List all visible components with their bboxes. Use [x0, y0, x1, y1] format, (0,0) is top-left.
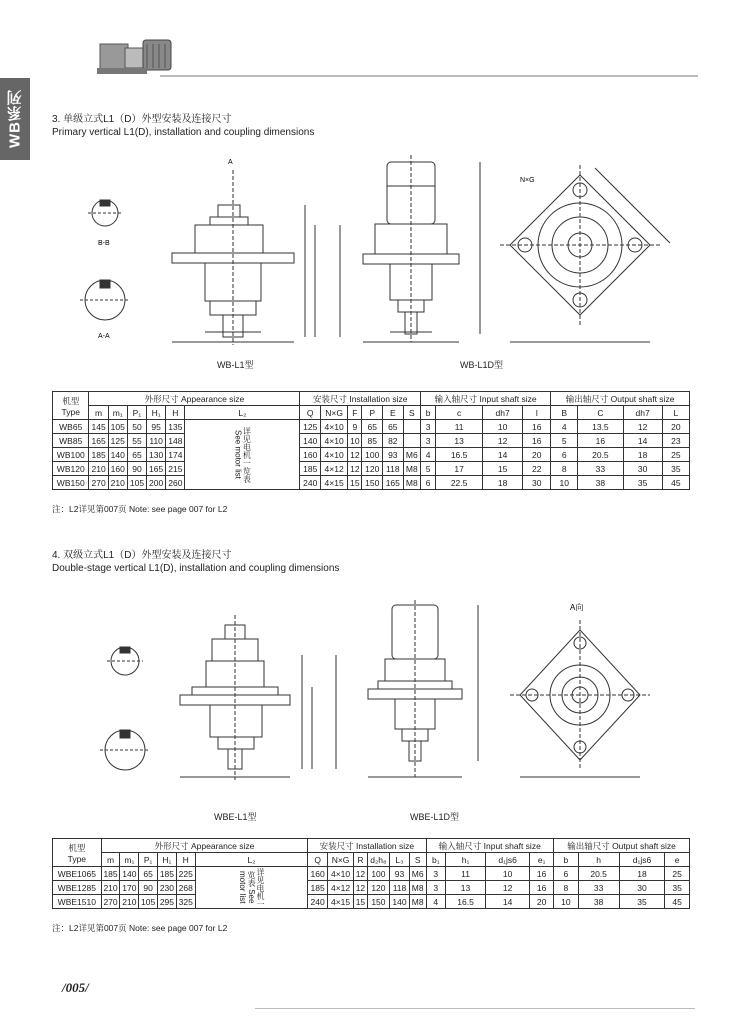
value-cell: 165 [147, 462, 166, 476]
appearance-header: 外形尺寸 Appearance size [101, 839, 308, 853]
install-header: 安装尺寸 Installation size [300, 392, 421, 406]
col-header: B [551, 406, 578, 420]
col-header: S [403, 406, 420, 420]
value-cell: 270 [89, 476, 108, 490]
value-cell: 8 [551, 462, 578, 476]
col-header: H [176, 853, 195, 867]
value-cell: 90 [127, 462, 146, 476]
value-cell: 5 [551, 434, 578, 448]
type-header [53, 839, 102, 867]
footer-rule [255, 1008, 695, 1009]
col-header: H₁ [147, 406, 166, 420]
table-row [53, 448, 690, 462]
section3-caption-right: WB-L1D型 [460, 360, 504, 370]
col-header: c [436, 406, 483, 420]
value-cell: 215 [166, 462, 185, 476]
value-cell: 165 [89, 434, 108, 448]
col-header: S [409, 853, 426, 867]
section4-title-cn: 4. 双级立式L1（D）外型安装及连接尺寸 [52, 550, 232, 561]
value-cell: 33 [578, 881, 619, 895]
value-cell: M8 [403, 462, 420, 476]
value-cell: 3 [426, 881, 446, 895]
table-row [53, 462, 690, 476]
value-cell: M8 [403, 476, 420, 490]
value-cell: 65 [362, 420, 383, 434]
value-cell: 45 [665, 895, 690, 909]
value-cell: 16 [530, 867, 554, 881]
value-cell: 3 [426, 867, 446, 881]
col-header: m [89, 406, 108, 420]
value-cell: 16 [523, 420, 551, 434]
value-cell: 20 [662, 420, 689, 434]
value-cell: 15 [348, 476, 362, 490]
value-cell: 20.5 [578, 867, 619, 881]
value-cell: 270 [101, 895, 120, 909]
col-header: Q [308, 853, 328, 867]
value-cell: 4×10 [320, 448, 347, 462]
value-cell: 16.5 [446, 895, 486, 909]
value-cell: 18 [623, 448, 662, 462]
model-cell: WB85 [53, 434, 89, 448]
value-cell: 13 [436, 434, 483, 448]
section4-caption-right: WBE-L1D型 [410, 812, 460, 822]
col-header: L₂ [185, 406, 300, 420]
value-cell: 45 [662, 476, 689, 490]
value-cell: 90 [139, 881, 158, 895]
value-cell: 110 [147, 434, 166, 448]
col-header: m [101, 853, 120, 867]
value-cell: 4×12 [327, 881, 353, 895]
model-cell: WB65 [53, 420, 89, 434]
value-cell: 14 [482, 448, 522, 462]
value-cell: 210 [120, 895, 139, 909]
value-cell: 140 [108, 448, 127, 462]
value-cell: 12 [623, 420, 662, 434]
value-cell: 240 [300, 476, 321, 490]
section3-note: 注：L2详见第007页 Note: see page 007 for L2 [52, 504, 228, 514]
value-cell: 185 [89, 448, 108, 462]
appearance-header: 外形尺寸 Appearance size [89, 392, 300, 406]
table-row [53, 420, 690, 434]
value-cell: 18 [482, 476, 522, 490]
a-view-label: A向 [570, 603, 584, 612]
section3-caption-left: WB-L1型 [217, 360, 254, 370]
value-cell: 10 [485, 867, 529, 881]
value-cell: 10 [348, 434, 362, 448]
input-shaft-header: 输入轴尺寸 Input shaft size [426, 839, 554, 853]
value-cell: 12 [348, 448, 362, 462]
value-cell: 33 [578, 462, 623, 476]
table-row [53, 476, 690, 490]
value-cell: 295 [158, 895, 177, 909]
output-shaft-header: 输出轴尺寸 Output shaft size [551, 392, 690, 406]
col-header: h [578, 853, 619, 867]
value-cell: 16 [523, 434, 551, 448]
header-rule [160, 75, 698, 77]
value-cell: 6 [421, 476, 436, 490]
value-cell: 5 [421, 462, 436, 476]
value-cell: 4 [426, 895, 446, 909]
section4-drawing [80, 595, 710, 810]
col-header: H₁ [158, 853, 177, 867]
value-cell: 150 [362, 476, 383, 490]
value-cell: 35 [662, 462, 689, 476]
bb-label: B-B [98, 240, 110, 247]
value-cell: 105 [127, 476, 146, 490]
value-cell: 4×10 [327, 867, 353, 881]
aa-label: A-A [98, 333, 110, 340]
value-cell: M6 [403, 448, 420, 462]
value-cell [403, 434, 420, 448]
value-cell: 65 [383, 420, 404, 434]
value-cell: 185 [101, 867, 120, 881]
value-cell: 93 [383, 448, 404, 462]
col-header: e [665, 853, 690, 867]
value-cell: 185 [308, 881, 328, 895]
value-cell: 15 [354, 895, 368, 909]
value-cell: 6 [554, 867, 579, 881]
page-number: /005/ [62, 980, 89, 995]
col-header: d₁js6 [619, 853, 665, 867]
value-cell: 35 [623, 476, 662, 490]
col-header: P₁ [127, 406, 146, 420]
value-cell: 4×10 [320, 434, 347, 448]
col-header: b [554, 853, 579, 867]
value-cell: 160 [308, 867, 328, 881]
col-header: R [354, 853, 368, 867]
series-tab: WB系列 [0, 78, 30, 160]
l2-see-motor-list: 详见电机一览表 See motor list [185, 420, 300, 490]
col-header: C [578, 406, 623, 420]
value-cell: 260 [166, 476, 185, 490]
value-cell: 6 [551, 448, 578, 462]
value-cell: 16 [530, 881, 554, 895]
value-cell: 4×12 [320, 462, 347, 476]
col-header: L₃ [390, 853, 410, 867]
type-header-en: Type [67, 853, 87, 864]
table-row [53, 881, 690, 895]
value-cell: 125 [108, 434, 127, 448]
value-cell: 38 [578, 476, 623, 490]
value-cell: 18 [619, 867, 665, 881]
value-cell: 10 [554, 895, 579, 909]
section4-spec-table [52, 838, 690, 909]
section3-spec-table [52, 391, 690, 490]
value-cell: 10 [551, 476, 578, 490]
value-cell: 148 [166, 434, 185, 448]
value-cell [403, 420, 420, 434]
value-cell: 118 [383, 462, 404, 476]
value-cell: 55 [127, 434, 146, 448]
col-header: m₁ [108, 406, 127, 420]
value-cell: 65 [127, 448, 146, 462]
col-header: P₁ [139, 853, 158, 867]
value-cell: 140 [120, 867, 139, 881]
value-cell: 25 [665, 867, 690, 881]
value-cell: 210 [101, 881, 120, 895]
section4-note: 注：L2详见第007页 Note: see page 007 for L2 [52, 923, 228, 933]
value-cell: 9 [348, 420, 362, 434]
value-cell: 325 [176, 895, 195, 909]
col-header: N×G [320, 406, 347, 420]
value-cell: 12 [354, 867, 368, 881]
value-cell: 170 [120, 881, 139, 895]
value-cell: 16.5 [436, 448, 483, 462]
type-header-cn: 机型 [62, 395, 80, 406]
value-cell: 82 [383, 434, 404, 448]
value-cell: 4×10 [320, 420, 347, 434]
l2-see-motor-list: 详见电机一览表 See motor list [195, 867, 308, 909]
value-cell: 20 [530, 895, 554, 909]
col-header: dh7 [623, 406, 662, 420]
value-cell: 12 [485, 881, 529, 895]
col-header: dh7 [482, 406, 522, 420]
value-cell: 15 [482, 462, 522, 476]
table-row [53, 434, 690, 448]
col-header: E [383, 406, 404, 420]
value-cell: 165 [383, 476, 404, 490]
col-header: b [421, 406, 436, 420]
col-header: L₂ [195, 853, 308, 867]
value-cell: 14 [623, 434, 662, 448]
value-cell: 30 [623, 462, 662, 476]
model-cell: WB150 [53, 476, 89, 490]
value-cell: 35 [619, 895, 665, 909]
section4-title-en: Double-stage vertical L1(D), installation and coupling dimensions [52, 563, 340, 574]
value-cell: 65 [139, 867, 158, 881]
value-cell: 30 [523, 476, 551, 490]
value-cell: 140 [390, 895, 410, 909]
value-cell: 160 [300, 448, 321, 462]
section3-drawing [80, 150, 710, 370]
value-cell: 4 [551, 420, 578, 434]
model-cell: WBE1510 [53, 895, 102, 909]
value-cell: 10 [482, 420, 522, 434]
value-cell: 12 [348, 462, 362, 476]
section3-title-cn: 3. 单级立式L1（D）外型安装及连接尺寸 [52, 114, 232, 125]
value-cell: M8 [409, 895, 426, 909]
value-cell: 95 [147, 420, 166, 434]
col-header: F [348, 406, 362, 420]
value-cell: 17 [436, 462, 483, 476]
table-row [53, 895, 690, 909]
value-cell: 118 [390, 881, 410, 895]
value-cell: 100 [362, 448, 383, 462]
value-cell: 4 [421, 448, 436, 462]
value-cell: 25 [662, 448, 689, 462]
value-cell: 105 [139, 895, 158, 909]
value-cell: 100 [367, 867, 389, 881]
value-cell: 3 [421, 434, 436, 448]
col-header: b₁ [426, 853, 446, 867]
value-cell: 13 [446, 881, 486, 895]
col-header: e₁ [530, 853, 554, 867]
value-cell: M6 [409, 867, 426, 881]
value-cell: 120 [367, 881, 389, 895]
section3-title-en: Primary vertical L1(D), installation and coupling dimensions [52, 127, 315, 138]
value-cell: 3 [421, 420, 436, 434]
model-cell: WBE1285 [53, 881, 102, 895]
value-cell: 50 [127, 420, 146, 434]
value-cell: 185 [158, 867, 177, 881]
col-header: P [362, 406, 383, 420]
install-header: 安装尺寸 Installation size [308, 839, 426, 853]
value-cell: 11 [446, 867, 486, 881]
col-header: h₁ [446, 853, 486, 867]
col-header: N×G [327, 853, 353, 867]
nxg-label: N×G [520, 177, 535, 184]
model-cell: WBE1065 [53, 867, 102, 881]
value-cell: 240 [308, 895, 328, 909]
col-header: d₁js6 [485, 853, 529, 867]
value-cell: 12 [482, 434, 522, 448]
col-header: L [662, 406, 689, 420]
input-shaft-header: 输入轴尺寸 Input shaft size [421, 392, 551, 406]
value-cell: 85 [362, 434, 383, 448]
value-cell: 268 [176, 881, 195, 895]
value-cell: 145 [89, 420, 108, 434]
type-header-cn: 机型 [68, 842, 86, 853]
value-cell: 11 [436, 420, 483, 434]
value-cell: 135 [166, 420, 185, 434]
value-cell: 130 [147, 448, 166, 462]
value-cell: 38 [578, 895, 619, 909]
value-cell: 12 [354, 881, 368, 895]
value-cell: 174 [166, 448, 185, 462]
value-cell: 200 [147, 476, 166, 490]
table-row [53, 867, 690, 881]
value-cell: 230 [158, 881, 177, 895]
col-header: l [523, 406, 551, 420]
value-cell: 4×15 [327, 895, 353, 909]
col-header: Q [300, 406, 321, 420]
value-cell: 4×15 [320, 476, 347, 490]
col-header: H [166, 406, 185, 420]
col-header: d₂h₈ [367, 853, 389, 867]
value-cell: 210 [89, 462, 108, 476]
reducer-thumbnail-icon [95, 30, 175, 78]
col-header: m₁ [120, 853, 139, 867]
model-cell: WB120 [53, 462, 89, 476]
type-header-en: Type [61, 406, 80, 417]
value-cell: 16 [578, 434, 623, 448]
value-cell: 30 [619, 881, 665, 895]
value-cell: 160 [108, 462, 127, 476]
type-header [53, 392, 89, 420]
value-cell: 120 [362, 462, 383, 476]
value-cell: 35 [665, 881, 690, 895]
model-cell: WB100 [53, 448, 89, 462]
value-cell: 105 [108, 420, 127, 434]
value-cell: 14 [485, 895, 529, 909]
value-cell: 140 [300, 434, 321, 448]
value-cell: 185 [300, 462, 321, 476]
value-cell: 8 [554, 881, 579, 895]
value-cell: 22 [523, 462, 551, 476]
value-cell: 93 [390, 867, 410, 881]
value-cell: 150 [367, 895, 389, 909]
value-cell: M8 [409, 881, 426, 895]
value-cell: 20.5 [578, 448, 623, 462]
section4-caption-left: WBE-L1型 [214, 812, 257, 822]
value-cell: 23 [662, 434, 689, 448]
value-cell: 13.5 [578, 420, 623, 434]
value-cell: 125 [300, 420, 321, 434]
a-marker-label: A [228, 159, 233, 166]
value-cell: 210 [108, 476, 127, 490]
value-cell: 22.5 [436, 476, 483, 490]
value-cell: 225 [176, 867, 195, 881]
value-cell: 20 [523, 448, 551, 462]
output-shaft-header: 输出轴尺寸 Output shaft size [554, 839, 690, 853]
